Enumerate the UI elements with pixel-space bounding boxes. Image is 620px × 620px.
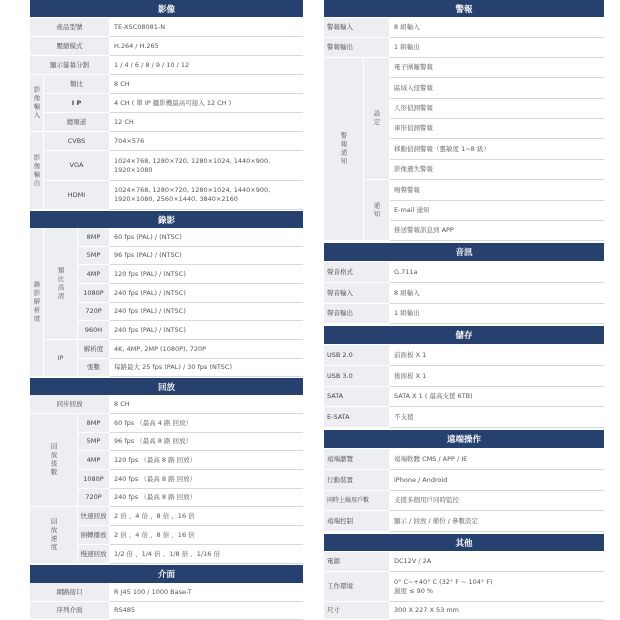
alarm-setting-item: 移動偵測警報（靈敏度 1~8 級） — [390, 139, 604, 160]
spec-value: 96 fps （最高 8 路 回放） — [110, 433, 303, 451]
spec-label: 電源 — [324, 552, 390, 572]
spec-value: 240 fps (PAL) / (NTSC) — [110, 303, 303, 321]
section-header-storage: 儲存 — [324, 326, 604, 344]
spec-value: 300 X 227 X 53 mm — [390, 602, 604, 620]
spec-value: 12 CH — [110, 113, 303, 132]
spec-label: 張數 — [78, 359, 110, 377]
group-label-playback-count: 回放張數 — [30, 414, 78, 507]
section-header-remote: 遠端操作 — [324, 430, 604, 448]
section-header-other: 其他 — [324, 534, 604, 551]
spec-value: 8 CH — [110, 75, 303, 94]
spec-value: 240 fps (PAL) / (NTSC) — [110, 321, 303, 340]
spec-label: SATA — [324, 387, 390, 407]
spec-value: 每路最大 25 fps (PAL) / 30 fps (NTSC) — [110, 359, 303, 377]
group-label-ip: IP — [44, 340, 78, 377]
spec-label: 8MP — [78, 414, 110, 433]
spec-value: 8 組輸入 — [390, 18, 604, 38]
spec-label: HDMI — [44, 181, 110, 210]
spec-value: TE-XSC08081-N — [110, 18, 303, 37]
alarm-notice-item: E-mail 通知 — [390, 201, 604, 221]
spec-label: 720P — [78, 489, 110, 507]
spec-label: 行動裝置 — [324, 470, 390, 491]
alarm-notice-item: 鳴聲警報 — [390, 180, 604, 201]
spec-label: E-SATA — [324, 407, 390, 428]
alarm-notice-item: 推送警報訊息到 APP — [390, 221, 604, 241]
alarm-setting-item: 車形偵測警報 — [390, 119, 604, 139]
section-header-video: 影像 — [30, 0, 303, 17]
spec-label: 警報輸入 — [324, 18, 390, 38]
section-header-interface: 介面 — [30, 565, 303, 583]
group-label-alarm-notice: 通知 — [364, 180, 390, 241]
alarm-setting-item: 影像遺失警報 — [390, 160, 604, 180]
spec-value: SATA X 1 ( 最高支援 6TB) — [390, 387, 604, 407]
spec-label: USB 2.0 — [324, 345, 390, 366]
spec-label: 遠端控制 — [324, 511, 390, 532]
spec-label: USB 3.0 — [324, 366, 390, 387]
spec-value: 顯示 / 回放 / 備份 / 參數設定 — [390, 511, 604, 532]
section-header-record: 錄影 — [30, 211, 303, 228]
group-label-record-resolution: 錄影解析度 — [30, 228, 44, 377]
spec-value: 前面板 X 1 — [390, 345, 604, 366]
spec-value: 60 fps （最高 4 路 回放） — [110, 414, 303, 433]
spec-value: 704×576 — [110, 132, 303, 151]
spec-value: 1 組輸出 — [390, 38, 604, 58]
spec-label: 同步回放 — [30, 395, 110, 414]
spec-value: 60 fps (PAL) / (NTSC) — [110, 228, 303, 247]
spec-value: DC12V / 2A — [390, 552, 604, 572]
spec-label: 類比 — [44, 75, 110, 94]
section-header-audio: 音訊 — [324, 243, 604, 261]
spec-label: 4MP — [78, 451, 110, 470]
spec-label: 5MP — [78, 247, 110, 265]
alarm-setting-item: 電子圍籬警報 — [390, 58, 604, 78]
spec-label: 倒轉播放 — [78, 526, 110, 545]
group-label-video-output: 影像輸出 — [30, 132, 44, 210]
spec-value: 8 組輸入 — [390, 283, 604, 304]
spec-label: 1080P — [78, 470, 110, 489]
spec-label: 聲音輸出 — [324, 304, 390, 324]
spec-value: 8 CH — [110, 395, 303, 414]
group-label-alarm-setting: 設定 — [364, 58, 390, 180]
spec-label: 1080P — [78, 284, 110, 303]
spec-label: 壓縮模式 — [30, 37, 110, 56]
group-label-analog-hd: 類比高清 — [44, 228, 78, 340]
spec-label: 快速回放 — [78, 507, 110, 526]
spec-label: 顯示螢幕分割 — [30, 56, 110, 75]
spec-value: 4 CH ( 單 IP 攝影機最高可接入 12 CH ) — [110, 94, 303, 113]
spec-label: 960H — [78, 321, 110, 340]
group-label-playback-speed: 回放速度 — [30, 507, 78, 564]
spec-label: 遠端瀏覽 — [324, 449, 390, 470]
spec-label: 警報輸出 — [324, 38, 390, 58]
spec-label: 4MP — [78, 265, 110, 284]
spec-value: RS485 — [110, 602, 303, 620]
spec-label: 序列介面 — [30, 602, 110, 620]
spec-value: 240 fps （最高 8 路 回放） — [110, 489, 303, 507]
spec-value: 1024×768, 1280×720, 1280×1024, 1440×900, 1920×1080 — [110, 151, 303, 181]
spec-label: 聲音輸入 — [324, 283, 390, 304]
spec-label: CVBS — [44, 132, 110, 151]
spec-value: 96 fps (PAL) / (NTSC) — [110, 247, 303, 265]
spec-value: 240 fps (PAL) / (NTSC) — [110, 284, 303, 303]
spec-label: 解析度 — [78, 340, 110, 359]
spec-value: G.711a — [390, 262, 604, 283]
spec-value: 240 fps （最高 8 路 回放） — [110, 470, 303, 489]
section-header-playback: 回放 — [30, 378, 303, 395]
spec-label: 慢速回放 — [78, 545, 110, 564]
spec-value: 支援多個用戶同時監控 — [390, 491, 604, 511]
group-label-alarm-notify: 警報通知 — [324, 58, 364, 241]
section-header-alarm: 警報 — [324, 0, 604, 17]
spec-label: 總頻道 — [44, 113, 110, 132]
spec-value: 不支援 — [390, 407, 604, 428]
spec-value: 1024×768, 1280×720, 1280×1024, 1440×900, 1920×1080, 2560×1440, 3840×2160 — [110, 181, 303, 210]
spec-value: 4K, 4MP, 2MP (1080P), 720P — [110, 340, 303, 359]
spec-value: 2 倍 、4 倍 、8 倍 、16 倍 — [110, 526, 303, 545]
spec-label: 聲音格式 — [324, 262, 390, 283]
spec-label: I P — [44, 94, 110, 113]
spec-value: 2 倍 、4 倍 、8 倍 、16 倍 — [110, 507, 303, 526]
spec-label: 工作環境 — [324, 572, 390, 602]
spec-label: 網路接口 — [30, 583, 110, 602]
spec-value: iPhone / Android — [390, 470, 604, 491]
alarm-setting-item: 區域入侵警報 — [390, 78, 604, 99]
spec-value: 120 fps （最高 8 路 回放） — [110, 451, 303, 470]
spec-label: 尺寸 — [324, 602, 390, 620]
spec-value: 1 組輸出 — [390, 304, 604, 324]
spec-label: 8MP — [78, 228, 110, 247]
spec-value: R J45 100 / 1000 Base-T — [110, 583, 303, 602]
spec-label: 同時上線用戶數 — [324, 491, 390, 511]
spec-value: 120 fps (PAL) / (NTSC) — [110, 265, 303, 284]
spec-value: 1 / 4 / 6 / 8 / 9 / 10 / 12 — [110, 56, 303, 75]
spec-label: 產品型號 — [30, 18, 110, 37]
group-label-video-input: 影像輸入 — [30, 75, 44, 132]
spec-value: H.264 / H.265 — [110, 37, 303, 56]
spec-value: 0° C~+40° C (32° F ~ 104° F) 濕度 ≤ 90 % — [390, 572, 604, 602]
spec-label: VGA — [44, 151, 110, 181]
spec-value: 遠端軟體 CMS / APP / IE — [390, 449, 604, 470]
spec-label: 720P — [78, 303, 110, 321]
spec-value: 後面板 X 1 — [390, 366, 604, 387]
alarm-setting-item: 人形偵測警報 — [390, 99, 604, 119]
spec-label: 5MP — [78, 433, 110, 451]
spec-value: 1/2 倍 、1/4 倍 、1/8 倍 、1/16 倍 — [110, 545, 303, 564]
